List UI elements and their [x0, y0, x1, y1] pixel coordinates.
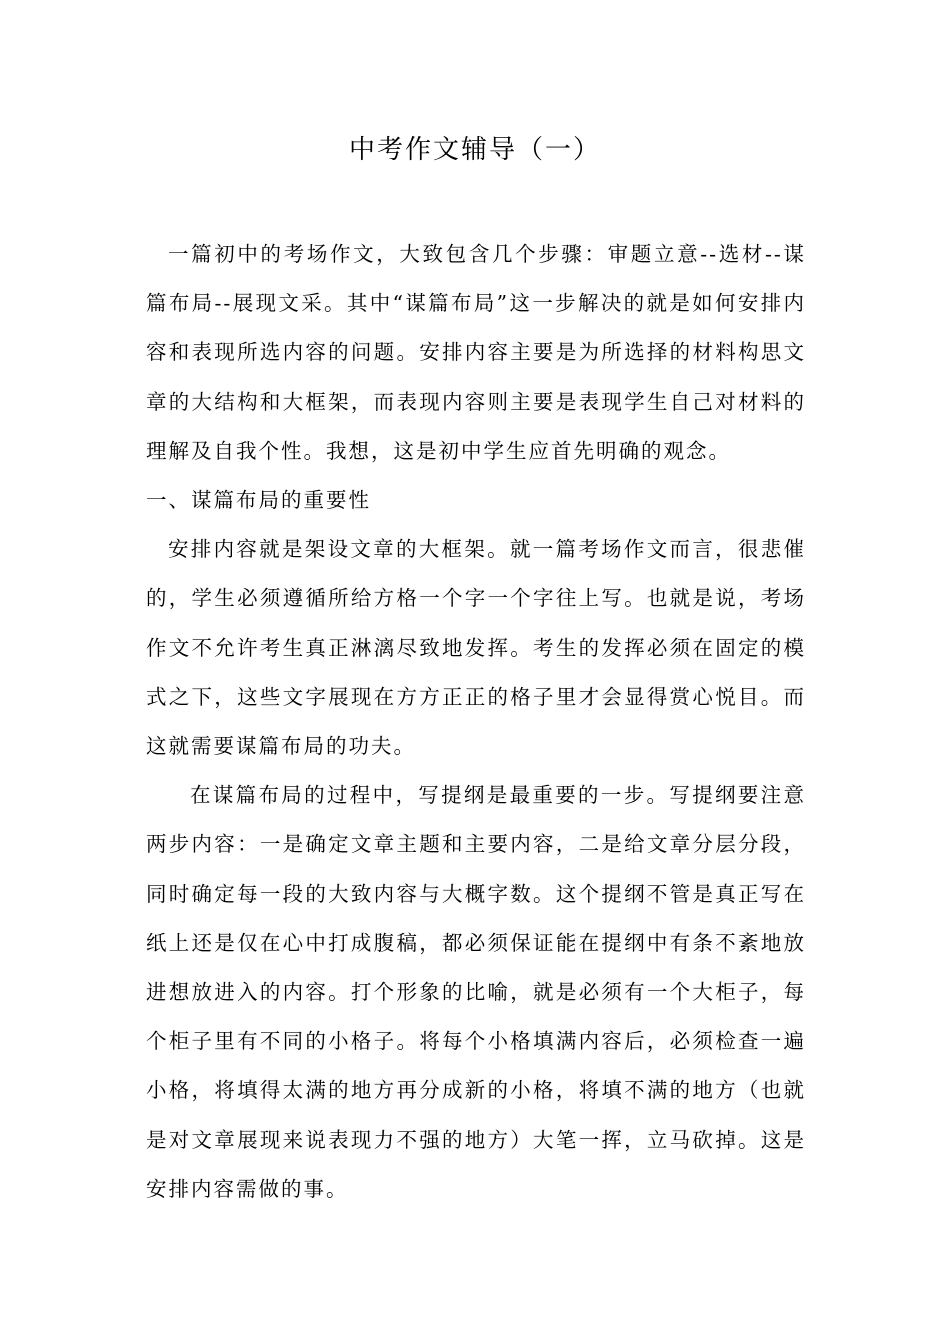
paragraph-framework: 安排内容就是架设文章的大框架。就一篇考场作文而言，很悲催的，学生必须遵循所给方格一个字一个字往上写。也就是说，考场作文不允许考生真正淋漓尽致地发挥。考生的发挥必须在固定的模式之下，这些文字展现在方方正正的格子里才会显得赏心悦目。而这就需要谋篇布局的功夫。: [146, 537, 806, 759]
document-body: [146, 230, 806, 1214]
paragraph-outline: 在谋篇布局的过程中，写提纲是最重要的一步。写提纲要注意两步内容：一是确定文章主题和主要内容，二是给文章分层分段，同时确定每一段的大致内容与大概字数。这个提纲不管是真正写在纸上还是仅在心中打成腹稿，都必须保证能在提纲中有条不紊地放进想放进入的内容。打个形象的比喻，就是必须有一个大柜子，每个柜子里有不同的小格子。将每个小格填满内容后，必须检查一遍小格，将填得太满的地方再分成新的小格，将填不满的地方（也就是对文章展现来说表现力不强的地方）大笔一挥，立马砍掉。这是安排内容需做的事。: [146, 783, 806, 1201]
document-title: 中考作文辅导（一）: [348, 135, 601, 165]
section-heading: 一、谋篇布局的重要性: [146, 488, 371, 513]
paragraph-intro: 一篇初中的考场作文，大致包含几个步骤：审题立意--选材--谋篇布局--展现文采。其中“谋篇布局”这一步解决的就是如何安排内容和表现所选内容的问题。安排内容主要是为所选择的材料构思文章的大结构和大框架，而表现内容则主要是表现学生自己对材料的理解及自我个性。我想，这是初中学生应首先明确的观念。: [146, 242, 806, 463]
